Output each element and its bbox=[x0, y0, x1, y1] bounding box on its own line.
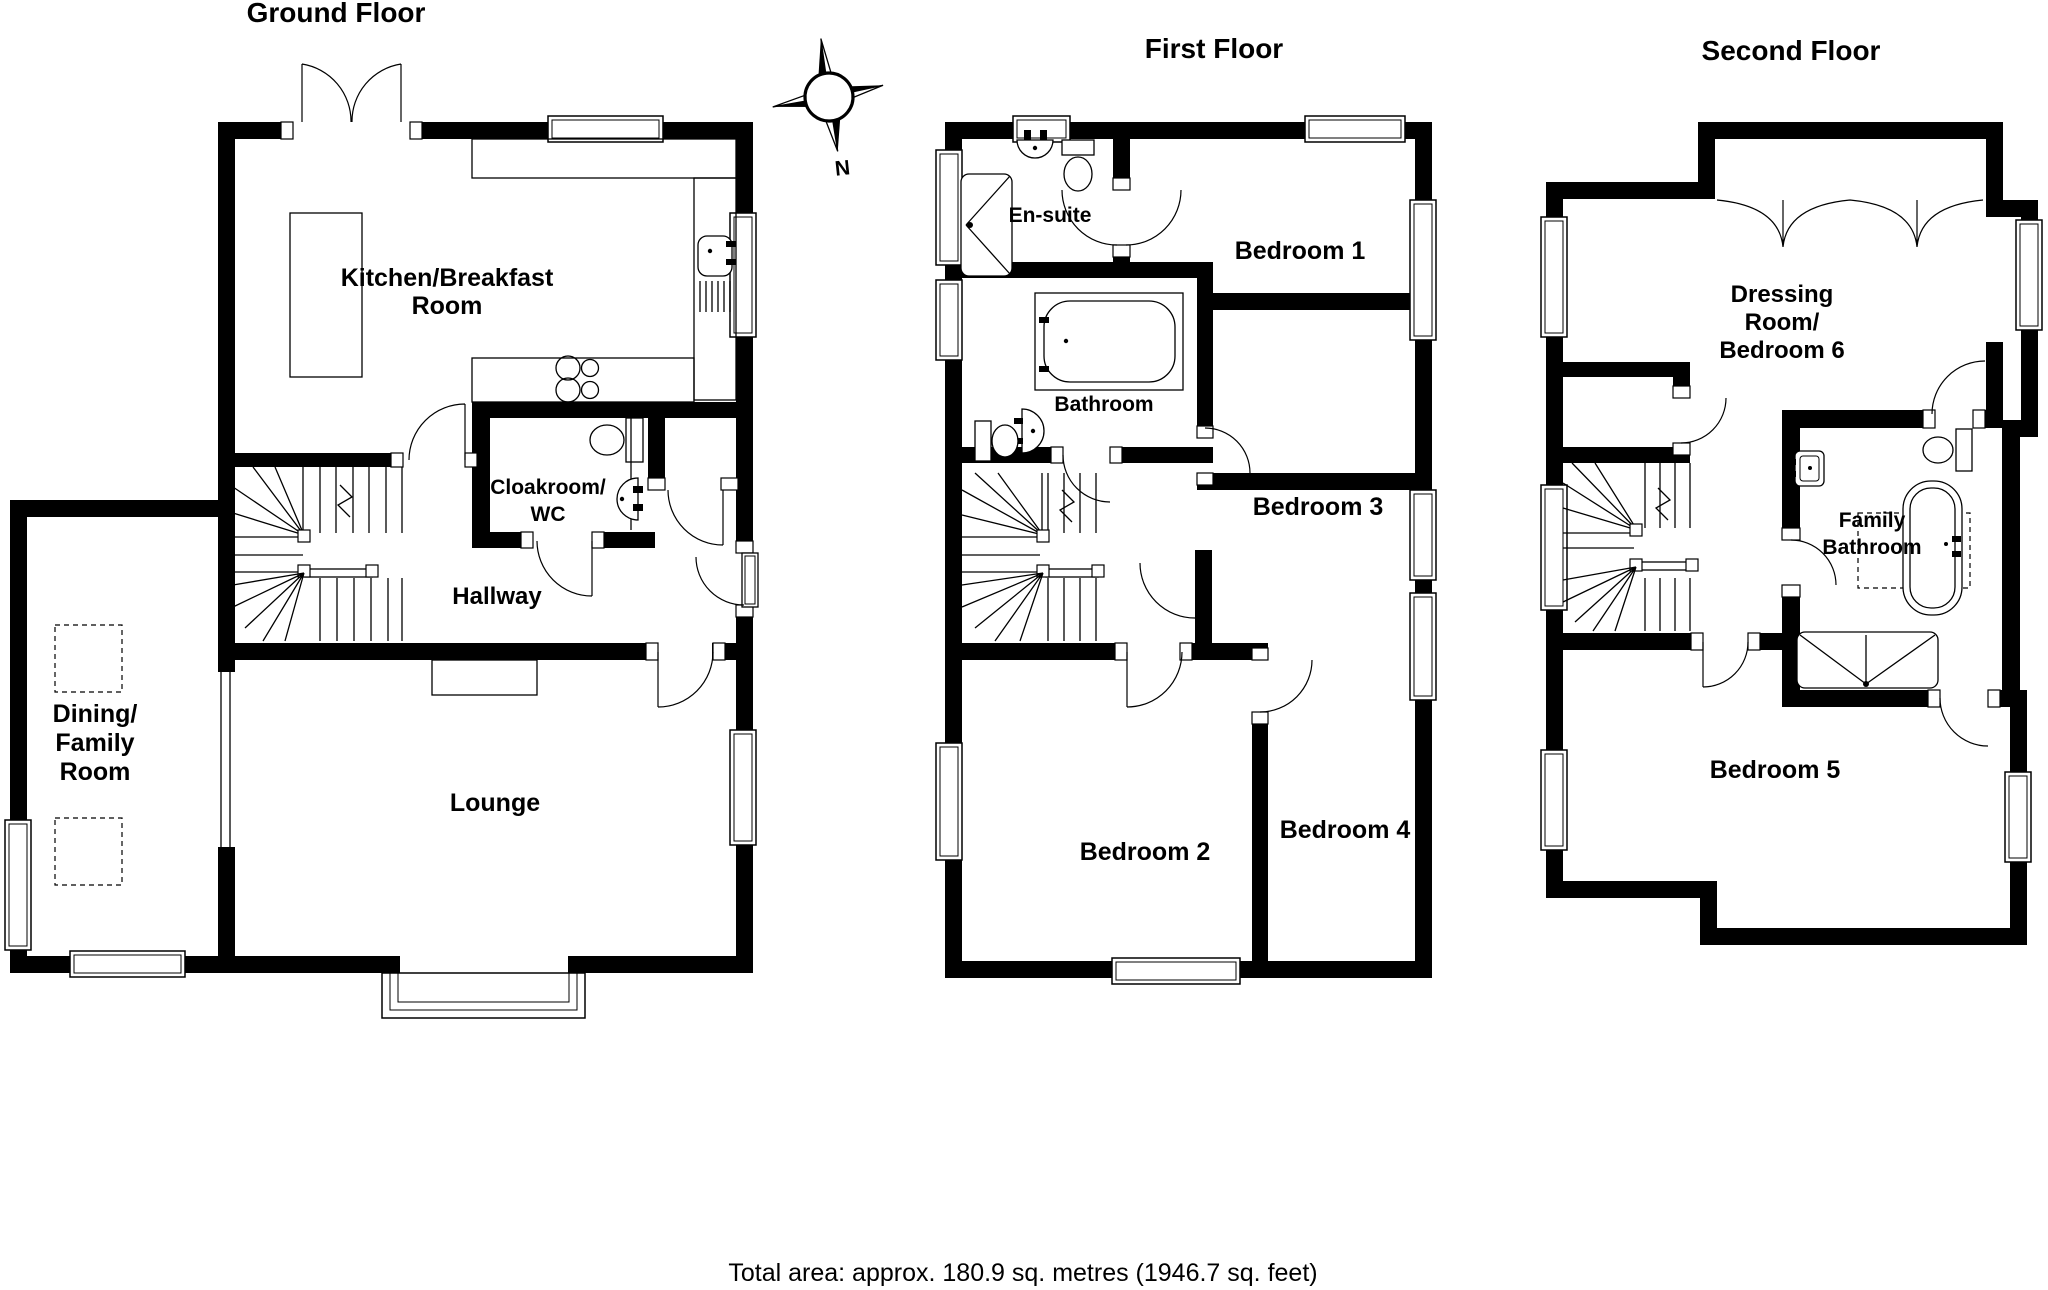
compass bbox=[766, 33, 892, 187]
kitchen-island bbox=[290, 213, 362, 377]
lounge-door bbox=[658, 652, 713, 707]
bedroom1-right-window bbox=[1410, 200, 1436, 340]
bedroom2-label: Bedroom 2 bbox=[1079, 838, 1211, 866]
dining-skylight-1 bbox=[55, 625, 122, 692]
hob bbox=[556, 356, 599, 402]
dining-skylight-2 bbox=[55, 818, 122, 885]
first-floor-plan bbox=[936, 33, 1436, 984]
dining-label-line2: Family bbox=[55, 729, 135, 757]
kitchen-label-line1: Kitchen/Breakfast bbox=[340, 264, 554, 292]
ensuite-shower bbox=[961, 174, 1012, 276]
ground-floor-stairs bbox=[233, 467, 402, 641]
bedroom2-left-window bbox=[936, 743, 962, 860]
entrance-double-door bbox=[302, 64, 401, 122]
closet-door bbox=[1681, 398, 1726, 443]
kitchen-door bbox=[409, 404, 465, 460]
dressing-label-line2: Room/ bbox=[1744, 309, 1820, 336]
family-bathroom-toilet bbox=[1923, 429, 1972, 471]
lounge-right-window bbox=[730, 730, 756, 845]
hallway-label: Hallway bbox=[452, 583, 542, 610]
bath bbox=[1035, 293, 1183, 390]
total-area-text: Total area: approx. 180.9 sq. metres (1946.7 sq. feet) bbox=[728, 1259, 1318, 1287]
dining-label-line1: Dining/ bbox=[52, 700, 138, 728]
dining-bottom-window bbox=[70, 951, 185, 977]
ensuite-left-window bbox=[936, 150, 962, 265]
ensuite-label: En-suite bbox=[1008, 204, 1092, 227]
bedroom2-bottom-window bbox=[1112, 958, 1240, 984]
bedroom5-second-door bbox=[1940, 698, 1988, 746]
chimney-breast bbox=[432, 660, 537, 695]
ground-floor-plan bbox=[5, 0, 758, 1018]
dressing-left-window bbox=[1541, 217, 1567, 337]
ensuite-toilet bbox=[1062, 140, 1094, 191]
kitchen-counter-top bbox=[472, 139, 736, 178]
dining-label-line3: Room bbox=[59, 758, 131, 786]
second-floor-labels bbox=[1710, 281, 1922, 784]
bathroom-label: Bathroom bbox=[1054, 393, 1154, 416]
bedroom5-door bbox=[1703, 642, 1748, 687]
lobby-door bbox=[668, 490, 723, 545]
second-floor-title: Second Floor bbox=[1701, 35, 1881, 66]
bedroom5-left-window bbox=[1541, 750, 1567, 850]
bedroom1-label: Bedroom 1 bbox=[1234, 237, 1366, 265]
compass-north-label: N bbox=[833, 156, 852, 181]
second-floor-plan bbox=[1541, 35, 2042, 945]
bedroom3-right-window bbox=[1410, 490, 1436, 580]
ground-floor-title: Ground Floor bbox=[246, 0, 426, 28]
dining-left-window bbox=[5, 820, 31, 950]
bedroom5-label: Bedroom 5 bbox=[1709, 756, 1841, 784]
bedroom5-right-window bbox=[2005, 772, 2031, 862]
dressing-label-line1: Dressing bbox=[1730, 281, 1834, 308]
bathroom-door bbox=[1063, 455, 1110, 502]
family-bathroom-label-line2: Bathroom bbox=[1822, 536, 1922, 559]
first-floor-title: First Floor bbox=[1144, 33, 1284, 64]
front-door-panel bbox=[742, 553, 758, 607]
cloakroom-label-line1: Cloakroom/ bbox=[490, 476, 606, 499]
ground-floor-windows bbox=[5, 116, 756, 1018]
bedroom4-right-window bbox=[1410, 593, 1436, 700]
front-door bbox=[696, 557, 744, 605]
bedroom3-label: Bedroom 3 bbox=[1252, 493, 1384, 521]
cloakroom-label-line2: WC bbox=[530, 503, 566, 526]
compass-rose-icon bbox=[766, 33, 889, 158]
bathroom-sink bbox=[1014, 409, 1044, 453]
lounge-bay-window bbox=[382, 973, 585, 1018]
bedroom1-top-window bbox=[1305, 116, 1405, 142]
bedroom1-door bbox=[1126, 190, 1181, 245]
kitchen-right-window bbox=[730, 213, 756, 337]
dressing-label-line3: Bedroom 6 bbox=[1719, 337, 1845, 364]
cloakroom-door bbox=[537, 541, 592, 596]
bathroom-left-window bbox=[936, 280, 962, 360]
kitchen-top-window bbox=[548, 116, 663, 142]
lounge-label: Lounge bbox=[449, 789, 541, 817]
bedroom4-door bbox=[1260, 660, 1312, 712]
first-floor-stairs bbox=[962, 473, 1104, 641]
dressing-right-window bbox=[2016, 220, 2042, 330]
family-bathroom-shower bbox=[1797, 632, 1938, 688]
second-floor-stairs bbox=[1563, 463, 1698, 631]
kitchen-label-line2: Room bbox=[411, 292, 483, 320]
bedroom2-door bbox=[1127, 652, 1182, 707]
landing-door bbox=[1140, 563, 1195, 618]
wardrobe-doors bbox=[1717, 200, 1983, 247]
bedroom4-label: Bedroom 4 bbox=[1279, 816, 1411, 844]
dressing-door bbox=[1932, 361, 1985, 414]
cloakroom-toilet bbox=[590, 418, 643, 462]
family-bathroom-label-line1: Family bbox=[1838, 509, 1906, 532]
ground-floor-doors bbox=[281, 64, 758, 707]
